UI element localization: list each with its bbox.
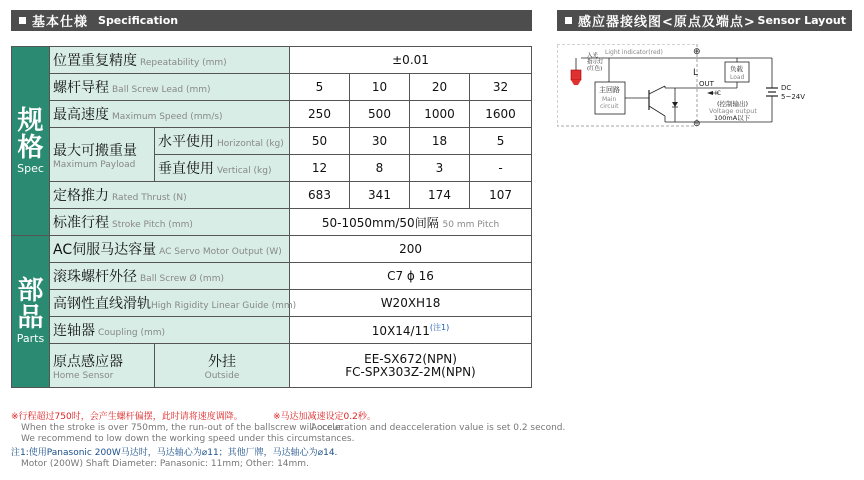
main-circuit-en-1: Main (602, 96, 617, 103)
row-value: EE-SX672(NPN) FC-SPX303Z-2M(NPN) (290, 344, 532, 388)
sensor-header-cn: 感应器接线图<原点及端点> (578, 15, 756, 30)
row-value: W20XH18 (290, 290, 532, 317)
note-accel-en: Acceleration and deacceleration value is set 0.2 second. (311, 423, 566, 433)
load-en: Load (730, 74, 745, 81)
spec-header (11, 10, 532, 31)
group-spec (12, 47, 50, 236)
ctrl-output-en: Voltage output (709, 107, 757, 115)
note-stroke-en: When the stroke is over 750mm, the run-out of the ballscrew will occur. (21, 423, 344, 433)
notes (11, 412, 566, 470)
cell-value: 107 (470, 182, 532, 209)
group-spec-cn2: 格 (17, 132, 44, 163)
plus-terminal-icon: ⊕ (693, 47, 701, 57)
light-label-en: Light indicator(red) (605, 49, 663, 56)
sensor-header-en: Sensor Layout (757, 14, 846, 27)
group-parts-en: Parts (16, 332, 45, 345)
table-row (12, 209, 532, 236)
out-label: OUT (699, 80, 714, 88)
cell-value: 5 (290, 74, 350, 101)
cell-value: 10 (350, 74, 410, 101)
table-row (12, 236, 532, 263)
row-label: 位置重复精度 Repeatability (mm) (50, 47, 290, 74)
sub-label: 垂直使用 Vertical (kg) (155, 155, 290, 182)
group-parts (12, 236, 50, 388)
note-accel-cn: ※马达加减速设定0.2秒。 (273, 412, 376, 422)
cell-value: 1600 (470, 101, 532, 128)
cell-value: 8 (350, 155, 410, 182)
led-base-icon (571, 80, 581, 85)
cell-value: 30 (350, 128, 410, 155)
row-value: 50-1050mm/50间隔 50 mm Pitch (290, 209, 532, 236)
dc-label: DC (781, 84, 792, 92)
row-label: 最大可搬重量 Maximum Payload (50, 128, 155, 182)
table-row (12, 290, 532, 317)
table-row (12, 74, 532, 101)
sensor-wiring-diagram (557, 44, 852, 144)
table-row (12, 128, 532, 155)
cell-value: 500 (350, 101, 410, 128)
table-row (12, 182, 532, 209)
light-label-line: (红色) (587, 66, 603, 72)
row-label: 螺杆导程 Ball Screw Lead (mm) (50, 74, 290, 101)
light-label-cn (587, 51, 604, 72)
cell-value: 20 (410, 74, 470, 101)
note-motor-cn: 注1:使用Panasonic 200W马达时，马达轴心为⌀11；其他厂牌，马达轴心为⌀14. (11, 448, 338, 458)
header-square-icon (19, 17, 26, 24)
note-stroke-en-2: We recommend to low down the working speed under this circumstances. (21, 434, 355, 444)
spec-table (11, 46, 532, 388)
table-row (12, 317, 532, 344)
note-motor-en: Motor (200W) Shaft Diameter: Panasonic: 11mm; Other: 14mm. (21, 459, 309, 469)
ctrl-output-value: 100mA以下 (714, 114, 751, 122)
spec-header-en: Specification (98, 14, 179, 27)
light-label-line: 指示灯 (587, 59, 604, 66)
load-cn: 负载 (730, 65, 743, 73)
row-value: C7 ϕ 16 (290, 263, 532, 290)
cell-value: 683 (290, 182, 350, 209)
table-row (12, 47, 532, 74)
row-label: 原点感应器 Home Sensor (50, 344, 155, 388)
row-label: 最高速度 Maximum Speed (mm/s) (50, 101, 290, 128)
diode-icon (672, 102, 678, 107)
cell-value: 32 (470, 74, 532, 101)
header-square-icon (565, 17, 572, 24)
main-circuit-en-2: circuit (600, 103, 619, 110)
cell-value: 18 (410, 128, 470, 155)
spec-header-cn: 基本仕様 (32, 15, 89, 30)
minus-terminal-icon: ⊖ (693, 119, 701, 129)
note-ref: (注1) (429, 323, 450, 332)
table-row (12, 101, 532, 128)
cell-value: 5 (470, 128, 532, 155)
cell-value: 174 (410, 182, 470, 209)
sub-label: 外挂 Outside (155, 344, 290, 388)
light-label-line: 入光 (587, 53, 599, 59)
note-stroke-cn: ※行程超过750时，会产生螺杆偏摆，此时请将速度调降。 (11, 412, 243, 422)
row-label: 定格推力 Rated Thrust (N) (50, 182, 290, 209)
cell-value: 250 (290, 101, 350, 128)
row-label: AC伺服马达容量 AC Servo Motor Output (W) (50, 236, 290, 263)
dc-value: 5~24V (781, 93, 806, 101)
arrow-icon (707, 91, 713, 95)
group-parts-cn2: 品 (17, 303, 44, 333)
row-label: 高钢性直线滑轨High Rigidity Linear Guide (mm) (50, 290, 290, 317)
row-value: 200 (290, 236, 532, 263)
cell-value: - (470, 155, 532, 182)
row-label: 标准行程 Stroke Pitch (mm) (50, 209, 290, 236)
ctrl-output-cn: (控制输出) (717, 100, 749, 108)
row-label: 滚珠螺杆外径 Ball Screw Ø (mm) (50, 263, 290, 290)
sub-label: 水平使用 Horizontal (kg) (155, 128, 290, 155)
group-spec-en: Spec (17, 161, 44, 175)
row-value: ±0.01 (290, 47, 532, 74)
group-spec-cn1: 规 (17, 105, 44, 136)
row-label: 连轴器 Coupling (mm) (50, 317, 290, 344)
row-value: $10X14/11^{(注1)}$ (290, 317, 532, 344)
ic-label: IC (715, 90, 721, 97)
cell-value: 341 (350, 182, 410, 209)
main-circuit-cn: 主回路 (599, 86, 620, 94)
cell-value: 50 (290, 128, 350, 155)
cell-value: 3 (410, 155, 470, 182)
sensor-header (557, 10, 852, 31)
group-parts-cn1: 部 (17, 276, 44, 306)
table-row (12, 344, 532, 388)
table-row (12, 263, 532, 290)
cell-value: 1000 (410, 101, 470, 128)
l-terminal-icon: L (693, 68, 699, 78)
light-indicator-icon (571, 70, 581, 80)
cell-value: 12 (290, 155, 350, 182)
